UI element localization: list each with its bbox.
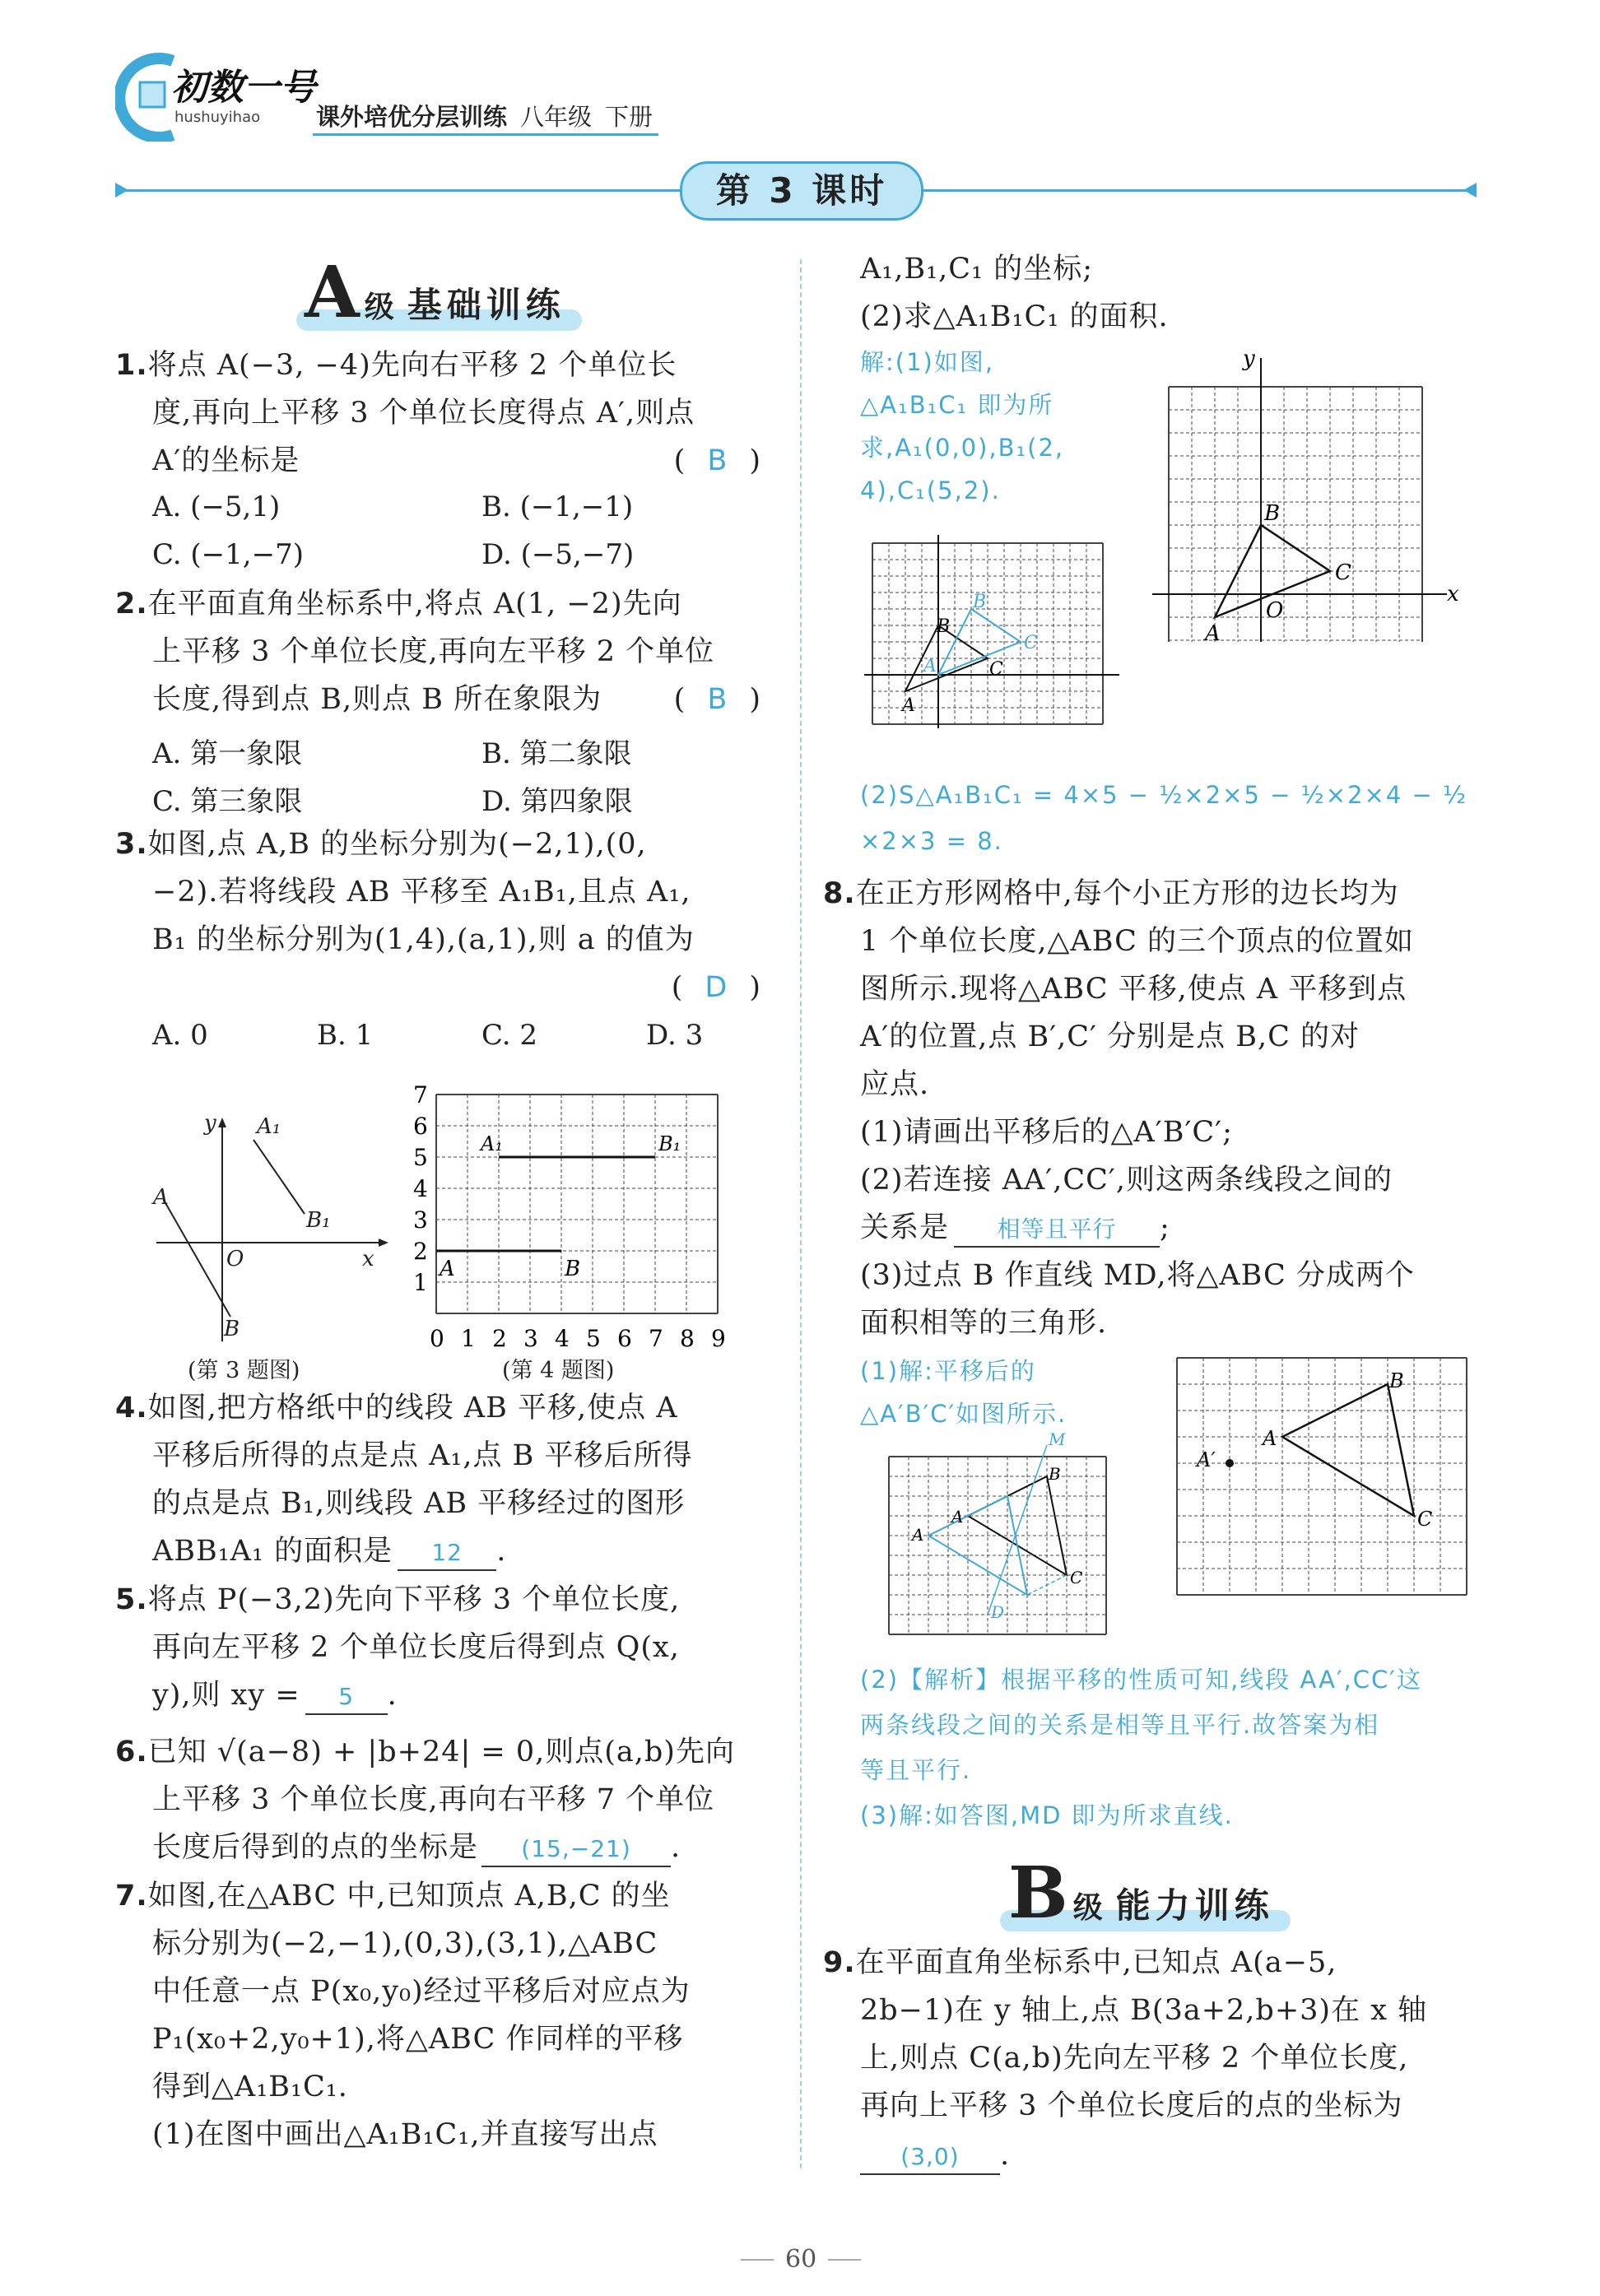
q4-figure-svg: [403, 1078, 749, 1350]
q4-y-tick: 1: [413, 1269, 428, 1296]
q6-line1: [115, 1728, 735, 1776]
column-divider: [800, 259, 802, 2168]
q1-option-d: D. (−5,−7): [481, 538, 635, 571]
header-underline: [313, 133, 658, 136]
q7-label-b: B: [1264, 501, 1281, 526]
q4-line4: ABB₁A₁ 的面积是 12 .: [152, 1527, 506, 1575]
q8a-label-d: D: [991, 1602, 1005, 1622]
q7-solution-5: (2)S△A₁B₁C₁ = 4×5 − ½×2×5 − ½×2×4 − ½: [860, 781, 1468, 809]
q8-line2: 1 个单位长度,△ABC 的三个顶点的位置如: [860, 925, 1414, 958]
q9-line5: (3,0) .: [860, 2131, 1010, 2179]
q8-label-a-prime: A′: [1197, 1448, 1216, 1471]
q8-triangle-abc: [1282, 1384, 1414, 1516]
q8-line3: 图所示.现将△ABC 平移,使点 A 平移到点: [860, 973, 1407, 1006]
q8-text8b: ;: [1160, 1211, 1170, 1244]
q1-text: 将点 A(−3, −4)先向右平移 2 个单位长: [147, 349, 677, 382]
q7-line8: (2)求△A₁B₁C₁ 的面积.: [860, 300, 1169, 333]
q8-solution-2: △A′B′C′如图所示.: [860, 1400, 1067, 1428]
section-a-title: 基础训练: [407, 285, 565, 325]
q3-caption: (第 3 题图): [188, 1358, 300, 1383]
q3-option-b: B. 1: [317, 1019, 374, 1052]
q3-line3: B₁ 的坐标分别为(1,4),(a,1),则 a 的值为: [152, 923, 695, 956]
q4-y-tick: 5: [413, 1144, 428, 1171]
q4-answer: 12: [398, 1536, 496, 1571]
q3-label-a: A: [153, 1185, 169, 1210]
q3-line2: −2).若将线段 AB 平移至 A₁B₁,且点 A₁,: [152, 876, 691, 909]
q6-answer: (15,−21): [481, 1833, 671, 1867]
q7-label-o: O: [1266, 598, 1284, 623]
q6-text: 已知 √(a−8) + |b+24| = 0,则点(a,b)先向: [147, 1736, 735, 1768]
q1-number: 1.: [115, 349, 148, 382]
q2-option-b: B. 第二象限: [481, 737, 632, 770]
q8-answer-figure-svg: [881, 1432, 1128, 1654]
q9-line4: 再向上平移 3 个单位长度后的点的坐标为: [860, 2089, 1403, 2122]
q6-number: 6.: [115, 1736, 148, 1768]
grade: 八年级: [520, 103, 593, 131]
q7a-label-b1: B: [973, 592, 987, 612]
q8-label-a: A: [1263, 1427, 1277, 1450]
q8-solution-1: (1)解:平移后的: [860, 1357, 1036, 1385]
q5-answer: 5: [305, 1680, 388, 1715]
q4-y-tick: 4: [413, 1175, 428, 1202]
q8-text: 在正方形网格中,每个小正方形的边长均为: [855, 877, 1399, 910]
q2-line2: 上平移 3 个单位长度,再向左平移 2 个单位: [152, 635, 715, 668]
q8-label-b: B: [1389, 1369, 1404, 1392]
q7-solution-4: 4),C₁(5,2).: [860, 476, 1001, 504]
q3-figure-svg: [148, 1103, 395, 1350]
q8-line7: (2)若连接 AA′,CC′,则这两条线段之间的: [860, 1164, 1393, 1197]
q3-label-o: O: [226, 1247, 244, 1271]
q1-line2: 度,再向上平移 3 个单位长度得点 A′,则点: [152, 397, 695, 430]
q7-label-c: C: [1335, 560, 1351, 585]
series-title: [316, 99, 653, 132]
q8-line6: (1)请画出平移后的△A′B′C′;: [860, 1116, 1233, 1149]
section-a-letter: A: [305, 251, 360, 334]
q4-x-tick: 0: [430, 1325, 444, 1350]
q2-line1: [115, 580, 682, 628]
q8a-label-b: B: [1049, 1464, 1061, 1484]
page-number: [741, 2245, 861, 2274]
q2-text: 在平面直角坐标系中,将点 A(1, −2)先向: [147, 588, 682, 620]
q4-caption: (第 4 题图): [502, 1358, 615, 1383]
q8-line5: 应点.: [860, 1068, 930, 1101]
q4-line1: [115, 1384, 678, 1432]
q2-option-a: A. 第一象限: [152, 737, 303, 770]
q4-y-tick: 7: [413, 1081, 428, 1108]
q8a-triangle-abc: [968, 1476, 1067, 1575]
q7a-label-c1: C: [1024, 633, 1038, 653]
q4-line3: 的点是点 B₁,则线段 AB 平移经过的图形: [152, 1487, 686, 1520]
q4-line2: 平移后所得的点是点 A₁,点 B 平移后所得: [152, 1439, 693, 1472]
q3-text: 如图,点 A,B 的坐标分别为(−2,1),(0,: [147, 828, 647, 861]
q8-solution-3: (2)【解析】根据平移的性质可知,线段 AA′,CC′这: [860, 1666, 1422, 1694]
q9-text: 在平面直角坐标系中,已知点 A(a−5,: [855, 1946, 1337, 1979]
section-a-heading: [305, 251, 565, 334]
q4-y-tick: 6: [413, 1113, 428, 1140]
q2-number: 2.: [115, 588, 148, 620]
q5-text: 将点 P(−3,2)先向下平移 3 个单位长度,: [147, 1583, 681, 1616]
q3-figure: [148, 1103, 395, 1350]
q4-figure: [403, 1078, 749, 1350]
q7-figure: [1128, 346, 1490, 642]
logo-text: 初数一号: [171, 67, 316, 109]
q7a-label-a1: A: [923, 656, 937, 676]
q7-figure-svg: [1128, 346, 1490, 642]
q4-text4: ABB₁A₁ 的面积是: [152, 1535, 393, 1568]
q7-line3: 中任意一点 P(x₀,y₀)经过平移后对应点为: [152, 1975, 691, 2008]
q8-line4: A′的位置,点 B′,C′ 分别是点 B,C 的对: [860, 1020, 1360, 1053]
section-b-level: 级: [1072, 1891, 1103, 1925]
q7-label-a: A: [1205, 621, 1221, 642]
q7-line6: (1)在图中画出△A₁B₁C₁,并直接写出点: [152, 2118, 658, 2151]
q3-label-y: y: [204, 1111, 216, 1136]
q4-x-tick: 8: [680, 1325, 695, 1350]
q8-line10: 面积相等的三角形.: [860, 1307, 1108, 1340]
q7-line4: P₁(x₀+2,y₀+1),将△ABC 作同样的平移: [152, 2023, 684, 2056]
q1-option-b: B. (−1,−1): [481, 490, 634, 523]
q6-text3: 长度后得到的点的坐标是: [152, 1831, 479, 1864]
q9-line1: [823, 1939, 1337, 1987]
q4-x-tick: 6: [617, 1325, 632, 1350]
q4-y-tick: 3: [413, 1206, 428, 1234]
q8-solution-5: 等且平行.: [860, 1756, 972, 1784]
q9-number: 9.: [823, 1946, 856, 1979]
q1-option-c: C. (−1,−7): [152, 538, 304, 571]
q5-number: 5.: [115, 1583, 148, 1616]
q3-segment-a1b1: [253, 1140, 305, 1214]
q9-line2: 2b−1)在 y 轴上,点 B(3a+2,b+3)在 x 轴: [860, 1994, 1428, 2027]
q7-line2: 标分别为(−2,−1),(0,3),(3,1),△ABC: [152, 1927, 658, 1960]
q8-figure-svg: [1169, 1350, 1498, 1613]
q3-line1: [115, 820, 647, 868]
q4-label-b: B: [565, 1257, 581, 1281]
q7-answer-figure-svg: [856, 527, 1119, 741]
q8-point-a-prime: [1226, 1459, 1234, 1467]
q4-x-tick: 3: [523, 1325, 538, 1350]
q3-answer: D: [705, 971, 728, 1004]
q7-line5: 得到△A₁B₁C₁.: [152, 2071, 348, 2103]
q4-x-tick: 1: [461, 1325, 476, 1350]
q4-x-tick: 4: [555, 1325, 570, 1350]
q3-label-b: B: [224, 1317, 240, 1341]
q2-option-c: C. 第三象限: [152, 785, 303, 818]
q7-text: 如图,在△ABC 中,已知顶点 A,B,C 的坐: [147, 1880, 671, 1913]
q4-label-b1: B₁: [658, 1132, 681, 1155]
q7a-label-a: A: [902, 695, 915, 716]
q1-answer: B: [707, 444, 728, 477]
q4-y-tick: 2: [413, 1238, 428, 1265]
q7a-label-b: B: [937, 616, 951, 637]
q9-answer: (3,0): [860, 2140, 1000, 2175]
q1-line1: [115, 342, 677, 389]
q3-label-x: x: [362, 1247, 374, 1271]
q8a-label-a-prime: A: [912, 1525, 924, 1545]
q2-line3: 长度,得到点 B,则点 B 所在象限为 ( B ): [152, 683, 761, 716]
q6-line3: 长度后得到的点的坐标是 (15,−21) .: [152, 1824, 681, 1871]
q4-label-a: A: [440, 1257, 455, 1281]
q4-x-tick: 9: [711, 1325, 726, 1350]
q8-line8: [860, 1204, 1170, 1252]
q1-line3: A′的坐标是 ( B ): [152, 444, 761, 477]
q3-segment-ab: [165, 1201, 230, 1317]
q3-number: 3.: [115, 828, 148, 861]
q2-text3: 长度,得到点 B,则点 B 所在象限为: [152, 683, 602, 716]
page-number-text: 60: [785, 2245, 817, 2274]
q6-line2: 上平移 3 个单位长度,再向右平移 7 个单位: [152, 1783, 715, 1816]
q5-text3: y),则 xy =: [152, 1679, 300, 1712]
q4-x-tick: 7: [649, 1325, 663, 1350]
logo-pinyin: hushuyihao: [174, 109, 261, 126]
section-b-heading: [1008, 1852, 1274, 1935]
q7-solution-3: 求,A₁(0,0),B₁(2,: [860, 434, 1065, 462]
title-rule-arrow-left: [115, 183, 128, 198]
q2-answer: B: [707, 683, 728, 716]
q5-line3: y),则 xy = 5 .: [152, 1671, 398, 1719]
title-rule-arrow-right: [1463, 183, 1477, 198]
q8-answer: 相等且平行: [954, 1213, 1160, 1248]
q4-x-tick: 5: [586, 1325, 601, 1350]
lesson-title: 第 3 课时: [680, 161, 923, 221]
q7-solution-1: 解:(1)如图,: [860, 348, 995, 376]
q1-option-a: A. (−5,1): [152, 490, 281, 523]
section-b-title: 能力训练: [1115, 1885, 1274, 1926]
q8-line1: [823, 870, 1399, 918]
q3-option-d: D. 3: [646, 1019, 704, 1052]
q7-solution-2: △A₁B₁C₁ 即为所: [860, 391, 1054, 419]
volume: 下册: [605, 103, 653, 131]
q7-line7: A₁,B₁,C₁ 的坐标;: [860, 253, 1094, 286]
q7-label-y: y: [1243, 346, 1255, 371]
q3-label-a1: A₁: [257, 1114, 281, 1139]
series-name: 课外培优分层训练: [316, 103, 508, 131]
q7-line1: [115, 1872, 671, 1920]
q8a-label-c: C: [1070, 1568, 1083, 1587]
q8-answer-figure: [881, 1432, 1128, 1654]
q5-line1: [115, 1576, 680, 1624]
q8-figure: [1169, 1350, 1498, 1613]
q7-label-x: x: [1447, 582, 1459, 607]
q8-number: 8.: [823, 877, 856, 910]
q8-line9: (3)过点 B 作直线 MD,将△ABC 分成两个: [860, 1259, 1415, 1292]
q7a-label-c: C: [989, 659, 1003, 680]
q8-label-c: C: [1417, 1508, 1433, 1531]
q4-text: 如图,把方格纸中的线段 AB 平移,使点 A: [147, 1392, 678, 1425]
q9-line3: 上,则点 C(a,b)先向左平移 2 个单位长度,: [860, 2042, 1409, 2075]
q7-answer-figure: [856, 527, 1119, 741]
q8-text8: 关系是: [860, 1211, 950, 1244]
q5-line2: 再向左平移 2 个单位长度后得到点 Q(x,: [152, 1631, 680, 1664]
q8a-label-a: A: [951, 1507, 964, 1527]
q3-option-c: C. 2: [481, 1019, 538, 1052]
q7-solution-6: ×2×3 = 8.: [860, 827, 1003, 855]
q8a-label-m: M: [1049, 1432, 1066, 1449]
q3-option-a: A. 0: [152, 1019, 208, 1052]
section-a-level: 级: [364, 290, 394, 324]
q1-text3: A′的坐标是: [152, 444, 300, 477]
q4-label-a1: A₁: [481, 1132, 503, 1155]
q7-number: 7.: [115, 1880, 148, 1913]
q4-x-tick: 2: [492, 1325, 507, 1350]
q8-solution-4: 两条线段之间的关系是相等且平行.故答案为相: [860, 1711, 1380, 1739]
section-b-letter: B: [1008, 1852, 1068, 1935]
q4-number: 4.: [115, 1392, 148, 1425]
logo: [115, 43, 329, 142]
q2-option-d: D. 第四象限: [481, 785, 633, 818]
q8-solution-6: (3)解:如答图,MD 即为所求直线.: [860, 1801, 1234, 1829]
q3-label-b1: B₁: [306, 1208, 331, 1233]
